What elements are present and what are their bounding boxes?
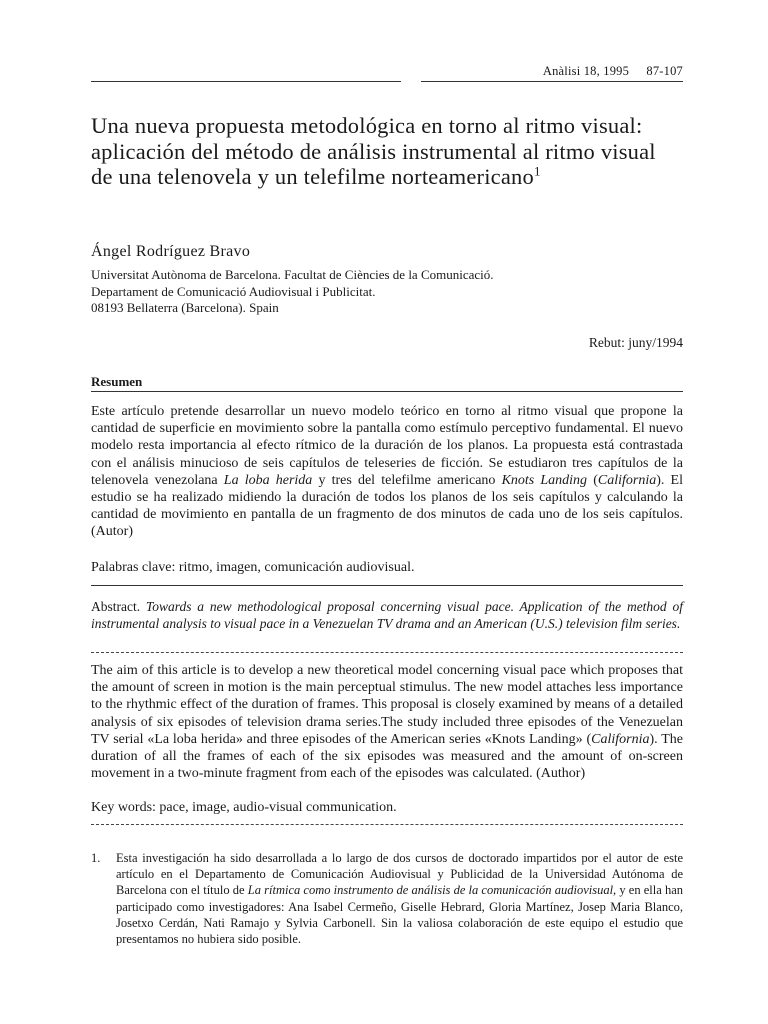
section-rule <box>91 391 683 392</box>
affiliation-line: 08193 Bellaterra (Barcelona). Spain <box>91 300 279 315</box>
affiliation-line: Universitat Autònoma de Barcelona. Facultat de Ciències de la Comunicació. <box>91 267 494 282</box>
resumen-text-part: Este artículo pretende desarrollar un nuevo modelo teórico en torno al ritmo visual que propone la cantidad de superficie en movimiento sobre la pantalla como estímulo perceptivo fundamental. El nuevo modelo resta importancia al efecto rítmico de la duración de los planos. La propuesta está contrastada con el análisis minucioso de seis capítulos de teleseries de ficción. Se estudiaron tres capítulos de la telenovela venezolana <box>91 404 683 488</box>
abstract-english-title: Towards a new methodological proposal concerning visual pace. Application of the method of instrumental analysis to visual pace in a Venezuelan TV drama and an American (U.S.) television film series. <box>91 599 683 631</box>
footnote-text <box>116 850 683 947</box>
section-rule <box>91 652 683 653</box>
resumen-italic-title: Knots Landing <box>501 472 588 488</box>
article-title <box>91 113 683 190</box>
author-name: Ángel Rodríguez Bravo <box>91 243 251 260</box>
footnote-text-part: Esta investigación ha sido desarrollada a lo largo de dos cursos de doctorado impartidos por el autor de este artículo en el Departamento de Comunicación Audiovisual y Publicidad de la Universidad Autónoma de Barcelona con el título de <box>116 851 683 898</box>
resumen-text-part: ). El estudio se ha realizado midiendo la duración de todos los planos de los seis capítulos y calculando la cantidad de movimiento en pantalla de un fragmento de dos minutos de cada uno de los seis capítulos. (Autor) <box>91 472 683 540</box>
header-rule <box>91 81 401 82</box>
abstract-label: Abstract. <box>91 599 141 614</box>
author-affiliation <box>91 267 683 317</box>
resumen-italic-title: California <box>597 472 657 488</box>
affiliation-line: Departament de Comunicació Audiovisual i Publicitat. <box>91 283 376 299</box>
abstract-text-part: The aim of this article is to develop a new theoretical model concerning visual pace which proposes that the amount of screen in motion is the main perceptual stimulus. The new model attaches less importance to the rhythmic effect of the duration of frames. This proposal is closely examined by means of a detailed analysis of six episodes of television drama series.The study included three episodes of the Venezuelan TV serial «La loba herida» and three episodes of the American series «Knots Landing» ( <box>91 663 683 747</box>
received-date: Rebut: juny/1994 <box>588 335 683 350</box>
resumen-heading: Resumen <box>91 374 143 389</box>
resumen-text-part: y tres del telefilme americano <box>312 472 502 488</box>
header-rule <box>421 81 683 82</box>
footnote-number: 1. <box>91 851 101 865</box>
resumen-italic-title: La loba herida <box>223 472 313 488</box>
abstract-text-part: ). The duration of all the frames of each of the six episodes was measured and the amount of on-screen movement in a two-minute fragment from each of the episodes was calculated. (Author) <box>91 731 683 782</box>
footnote-text-part: y en ella han participado como investigadores: Ana Isabel Cermeño, Giselle Hebrard, Gloria Martínez, Josep Maria Blanco, Josetxo Cerdán, Nati Ramajo y Sylvia Carbonell. Sin la valiosa colaboración de este equipo el estudio que presentamos no hubiera sido posible. <box>116 883 683 947</box>
resumen-text <box>91 403 683 541</box>
article-title-text: Una nueva propuesta metodológica en torno al ritmo visual: aplicación del método de análisis instrumental al ritmo visual de una telenovela y un telefilme norteamericano <box>91 113 656 189</box>
abstract-title <box>91 599 683 632</box>
abstract-italic-title: California <box>591 731 650 747</box>
abstract-text <box>91 662 683 782</box>
running-head <box>529 64 683 79</box>
resumen-keywords: Palabras clave: ritmo, imagen, comunicación audiovisual. <box>91 560 415 575</box>
title-footnote-mark[interactable]: 1 <box>533 163 541 179</box>
page-range: 87-107 <box>646 64 683 78</box>
abstract-keywords: Key words: pace, image, audio-visual communication. <box>91 800 397 815</box>
section-rule <box>91 585 683 586</box>
article-page <box>91 0 683 1024</box>
journal-citation: Anàlisi 18, 1995 <box>542 64 630 78</box>
resumen-text-part: ( <box>587 472 598 488</box>
section-rule <box>91 824 683 825</box>
footnote-italic-title: La rítmica como instrumento de análisis de la comunicación audiovisual, <box>247 883 617 898</box>
